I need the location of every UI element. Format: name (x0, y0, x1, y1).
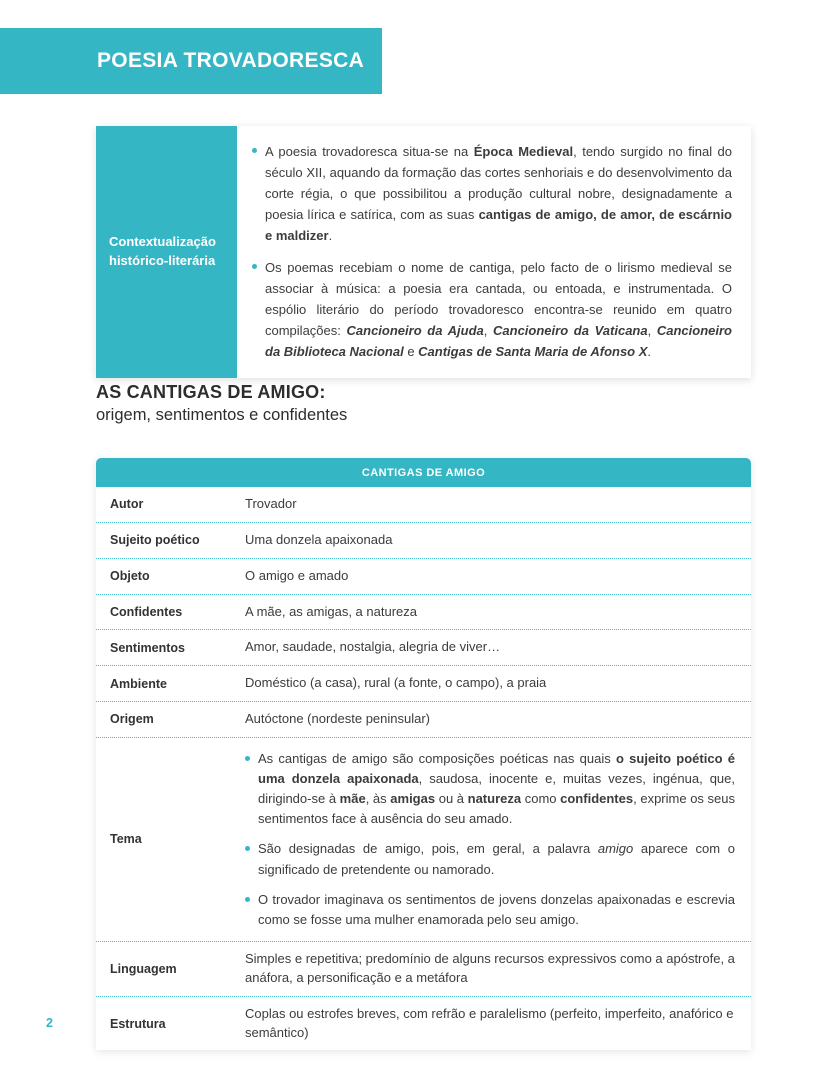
table-row (96, 666, 751, 702)
row-label: Origem (110, 712, 154, 727)
text-segment: A mãe, as amigas, a natureza (245, 603, 417, 619)
row-value (245, 942, 751, 996)
bullet-icon (245, 846, 250, 851)
table-row (96, 559, 751, 595)
text-segment: . (647, 344, 652, 360)
row-value (245, 559, 751, 594)
row-value (245, 487, 751, 522)
section-heading (96, 382, 347, 425)
table-row (96, 487, 751, 523)
text-segment: amigas (390, 791, 436, 807)
bullet-item (252, 257, 732, 362)
row-label: Objeto (110, 569, 150, 584)
page-title: POESIA TROVADORESCA (97, 49, 365, 72)
text-segment: como (521, 791, 561, 807)
bullet-icon (252, 148, 257, 153)
table-row (96, 630, 751, 666)
bullet-text (258, 890, 735, 930)
section-heading-sub: origem, sentimentos e confidentes (96, 406, 348, 424)
row-value (245, 595, 751, 630)
text-segment: natureza (467, 791, 522, 807)
table-body (96, 487, 751, 1050)
row-value (245, 666, 751, 701)
bullet-item (245, 749, 735, 830)
text-segment: Cancioneiro da Biblioteca Nacional (265, 323, 732, 360)
text-segment: Uma donzela apaixonada (245, 531, 393, 547)
bullet-text (258, 749, 735, 830)
text-segment: , tendo surgido no final do século XII, aquando da formação das cortes senhoriais e do desenvolvimento da corte régia, o que possibilitou a produção cultural nobre, designadamente a poesia lírica e satírica, com as suas (265, 144, 733, 223)
text-segment: confidentes (560, 791, 634, 807)
bullet-icon (252, 264, 257, 269)
text-segment: O amigo e amado (245, 567, 349, 583)
text-segment: aparece com o significado de pretendente ou namorado. (258, 841, 735, 877)
row-value (245, 702, 751, 737)
row-label: Sujeito poético (110, 533, 200, 548)
text-segment: , (647, 323, 657, 339)
text-segment: Época Medieval (473, 144, 574, 159)
text-segment: cantigas de amigo, de amor, de escárnio e maldizer (265, 207, 732, 244)
text-segment: o sujeito poético é uma donzela apaixonada (258, 750, 735, 787)
text-segment: Os poemas recebiam o nome de cantiga, pelo facto de o lirismo medieval se associar à música: a poesia era cantada, ou entoada, e instrumentada. O espólio literário do período trovadoresco encontra-se reunido em quatro compilações: (265, 260, 732, 339)
table-row (96, 523, 751, 559)
bullet-item (245, 890, 735, 930)
context-box-label: Contextualização histórico-literária (96, 126, 237, 378)
page-number: 2 (46, 1016, 53, 1030)
row-label: Tema (110, 832, 142, 847)
context-bullets (237, 126, 751, 378)
bullet-text (265, 141, 732, 246)
text-segment: , às (365, 791, 391, 807)
text-segment: Autóctone (nordeste peninsular) (245, 711, 431, 727)
table-row (96, 942, 751, 997)
title-banner (0, 28, 382, 94)
row-label: Confidentes (110, 604, 183, 619)
row-label: Linguagem (110, 961, 177, 976)
text-segment: , saudosa, inocente e, muitas vezes, ingénua, que, dirigindo-se à (258, 771, 735, 807)
bullet-text (258, 839, 735, 879)
text-segment: O trovador imaginava os sentimentos de jovens donzelas apaixonadas e escrevia como se fosse uma mulher enamorada pelo seu amigo. (258, 891, 735, 927)
row-label: Estrutura (110, 1016, 166, 1031)
text-segment: Cancioneiro da Ajuda (346, 323, 484, 339)
text-segment: . (328, 228, 333, 244)
row-value (245, 523, 751, 558)
table-header: CANTIGAS DE AMIGO (96, 458, 751, 487)
text-segment: Coplas ou estrofes breves, com refrão e paralelismo (perfeito, imperfeito, anafórico e semântico) (245, 1005, 734, 1040)
text-segment: Doméstico (a casa), rural (a fonte, o campo), a praia (245, 675, 547, 691)
text-segment: , (483, 323, 494, 339)
text-segment: A poesia trovadoresca situa-se na (265, 144, 474, 159)
text-segment: Cancioneiro da Vaticana (493, 323, 648, 339)
text-segment: Trovador (245, 496, 297, 511)
bullet-item (245, 839, 735, 879)
table-row (96, 595, 751, 631)
bullet-item (252, 141, 732, 246)
row-label: Sentimentos (110, 640, 186, 655)
text-segment: Simples e repetitiva; predomínio de alguns recursos expressivos como a apóstrofe, a anáfora, a personificação e a metáfora (245, 951, 735, 985)
row-label: Ambiente (110, 676, 167, 691)
bullet-icon (245, 897, 250, 902)
row-value (245, 630, 751, 665)
cantigas-table (96, 458, 751, 1050)
row-label: Autor (110, 497, 144, 512)
text-segment: As cantigas de amigo são composições poéticas nas quais (258, 750, 616, 766)
row-value (245, 997, 751, 1051)
text-segment: Amor, saudade, nostalgia, alegria de viver… (245, 639, 501, 655)
text-segment: ou à (435, 791, 468, 807)
text-segment: amigo (597, 841, 634, 857)
table-row (96, 738, 751, 942)
bullet-icon (245, 756, 250, 761)
text-segment: , exprime os seus sentimentos face à ausência do seu amado. (258, 791, 735, 827)
row-value (245, 738, 751, 941)
text-segment: São designadas de amigo, pois, em geral, a palavra (258, 841, 598, 857)
text-segment: e (403, 344, 419, 360)
text-segment: Cantigas de Santa Maria de Afonso X (418, 344, 648, 360)
context-box (96, 126, 751, 378)
table-row (96, 702, 751, 738)
table-row (96, 997, 751, 1051)
text-segment: mãe (339, 791, 366, 807)
bullet-text (265, 257, 732, 362)
section-heading-main: AS CANTIGAS DE AMIGO: (96, 382, 326, 402)
